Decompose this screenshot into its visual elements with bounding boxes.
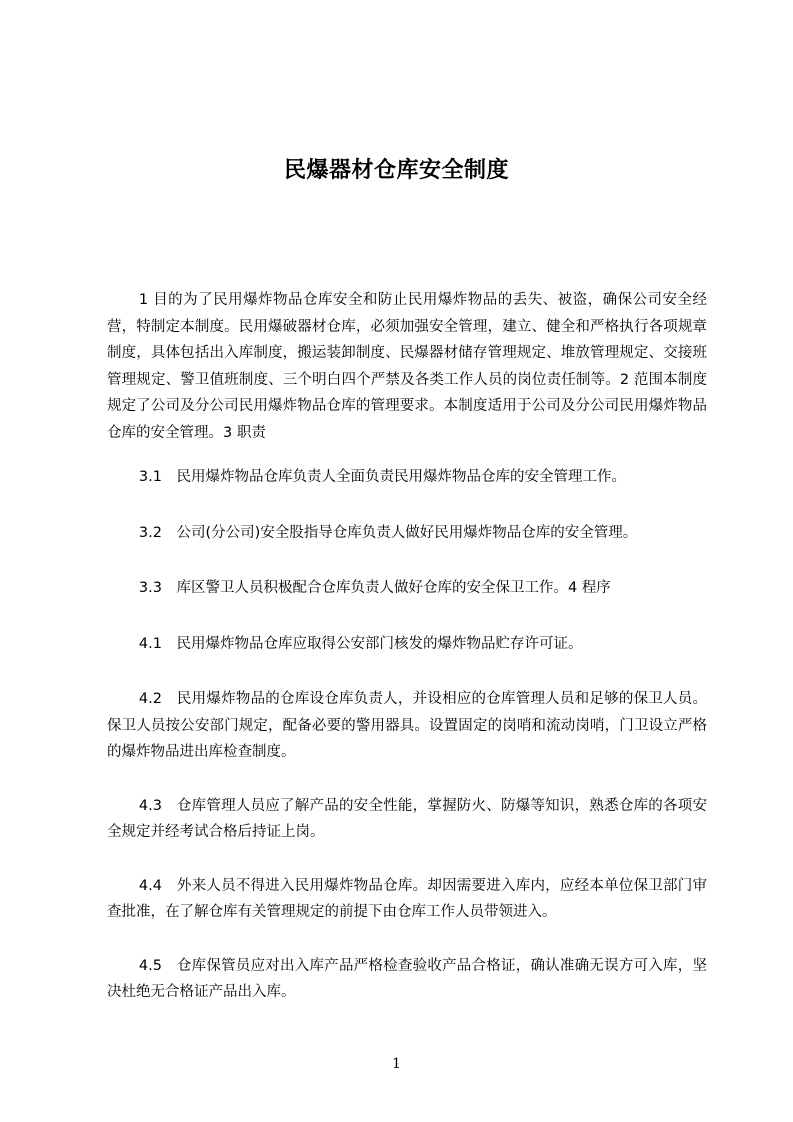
paragraph-3-3: 3.3 库区警卫人员积极配合仓库负责人做好仓库的安全保卫工作。4 程序 [138, 580, 611, 596]
paragraph-4-1: 4.1 民用爆炸物品仓库应取得公安部门核发的爆炸物品贮存许可证。 [138, 635, 583, 652]
paragraph-4-3: 4.3 仓库管理人员应了解产品的安全性能，掌握防火、防爆等知识，熟悉仓库的各项安全规定并经考试合格后持证上岗。 [107, 797, 707, 840]
page-number: 1 [392, 1056, 401, 1072]
paragraph-4-5: 4.5 仓库保管员应对出入库产品严格检查验收产品合格证，确认准确无误方可入库，坚决杜绝无合格证产品出入库。 [107, 957, 707, 1000]
paragraph-4-4: 4.4 外来人员不得进入民用爆炸物品仓库。却因需要进入库内，应经本单位保卫部门审查批准，在了解仓库有关管理规定的前提下由仓库工作人员带领进入。 [107, 877, 707, 920]
paragraph-purpose-scope: 1 目的为了民用爆炸物品仓库安全和防止民用爆炸物品的丢失、被盗，确保公司安全经营，特制定本制度。民用爆破器材仓库，必须加强安全管理，建立、健全和严格执行各项规章制度，具体包括出入库制度，搬运装卸制度、民爆器材储存管理规定、堆放管理规定、交接班管理规定、警卫值班制度、三个明白四个严禁及各类工作人员的岗位责任制等。2 范围本制度规定了公司及分公司民用爆炸物品仓库的管理要求。本制度适用于公司及分公司民用爆炸物品仓库的安全管理。3 职责 [107, 292, 707, 441]
paragraph-4-2: 4.2 民用爆炸物品的仓库设仓库负责人，并设相应的仓库管理人员和足够的保卫人员。保卫人员按公安部门规定，配备必要的警用器具。设置固定的岗哨和流动岗哨，门卫设立严格的爆炸物品进出库检查制度。 [107, 691, 707, 760]
paragraph-3-1: 3.1 民用爆炸物品仓库负责人全面负责民用爆炸物品仓库的安全管理工作。 [138, 469, 626, 485]
document-body [107, 287, 707, 1033]
paragraph-3-2: 3.2 公司(分公司)安全股指导仓库负责人做好民用爆炸物品仓库的安全管理。 [138, 524, 638, 541]
page-title: 民爆器材仓库安全制度 [283, 157, 509, 183]
